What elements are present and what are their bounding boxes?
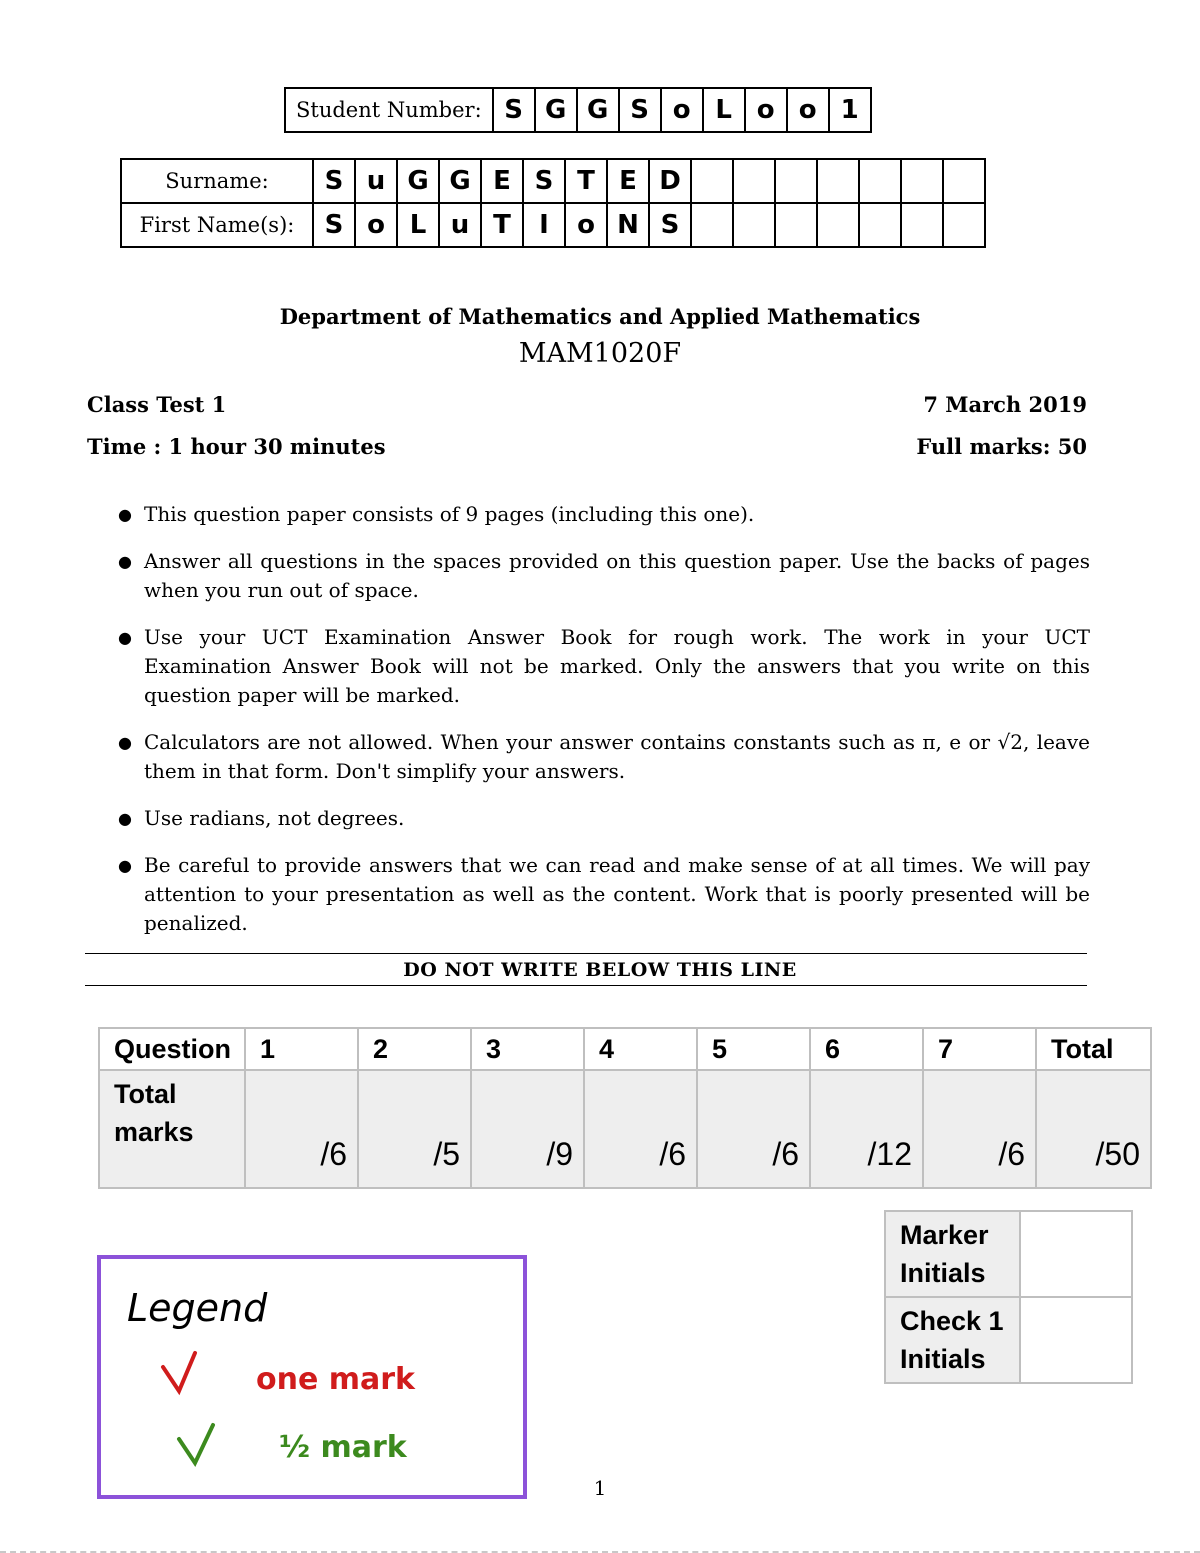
first-name-letter: o bbox=[565, 203, 607, 247]
green-tick-icon bbox=[179, 1425, 213, 1463]
question-header: Question bbox=[99, 1028, 245, 1070]
surname-letter: E bbox=[481, 159, 523, 203]
name-box bbox=[120, 158, 986, 248]
test-time: Time : 1 hour 30 minutes bbox=[87, 434, 386, 459]
divider-bottom bbox=[85, 985, 1087, 986]
question-number: 1 bbox=[245, 1028, 358, 1070]
student-number-digit: S bbox=[493, 88, 535, 132]
first-name-letter bbox=[733, 203, 775, 247]
instruction-item: ● Answer all questions in the spaces provided on this question paper. Use the backs of pages when you run out of space. bbox=[118, 549, 1090, 602]
surname-letter bbox=[859, 159, 901, 203]
marks-value: /6 bbox=[923, 1070, 1036, 1188]
legend-box bbox=[97, 1255, 527, 1499]
student-number-label: Student Number: bbox=[285, 88, 493, 132]
check-initials-cell bbox=[1020, 1297, 1132, 1383]
surname-label: Surname: bbox=[121, 159, 313, 203]
surname-letter bbox=[775, 159, 817, 203]
surname-letter bbox=[691, 159, 733, 203]
surname-letter: E bbox=[607, 159, 649, 203]
first-name-letter bbox=[901, 203, 943, 247]
student-number-digit: G bbox=[577, 88, 619, 132]
instruction-item: ● Be careful to provide answers that we can read and make sense of at all times. We will pay attention to your presentation as well as the content. Work that is poorly presented will be penalized. bbox=[118, 853, 1090, 935]
surname-letter: S bbox=[523, 159, 565, 203]
surname-letter bbox=[733, 159, 775, 203]
instruction-item: ● Use your UCT Examination Answer Book for rough work. The work in your UCT Examination Answer Book will not be marked. Only the answers that you write on this question paper will be marked. bbox=[118, 625, 1090, 707]
first-name-letter bbox=[943, 203, 985, 247]
total-marks-label: Total marks bbox=[99, 1070, 245, 1188]
student-number-digit: o bbox=[745, 88, 787, 132]
student-number-digit: G bbox=[535, 88, 577, 132]
question-number: 7 bbox=[923, 1028, 1036, 1070]
first-name-letter: o bbox=[355, 203, 397, 247]
question-number: 6 bbox=[810, 1028, 923, 1070]
first-name-letter: S bbox=[649, 203, 691, 247]
marks-value: /6 bbox=[584, 1070, 697, 1188]
marks-value: /9 bbox=[471, 1070, 584, 1188]
department-title: Department of Mathematics and Applied Mathematics bbox=[279, 304, 921, 329]
surname-letter bbox=[901, 159, 943, 203]
instruction-item: ● Calculators are not allowed. When your answer contains constants such as π, e or √2, leave them in that form. Don't simplify your answers. bbox=[118, 730, 1090, 783]
marks-table bbox=[98, 1027, 1152, 1189]
instructions-list bbox=[110, 500, 1090, 956]
marker-initials-label: Marker Initials bbox=[885, 1211, 1020, 1297]
legend-title: Legend bbox=[127, 1286, 268, 1330]
surname-letter bbox=[943, 159, 985, 203]
first-name-letter: L bbox=[397, 203, 439, 247]
student-number-digit: S bbox=[619, 88, 661, 132]
surname-letter: G bbox=[439, 159, 481, 203]
surname-letter bbox=[817, 159, 859, 203]
test-name: Class Test 1 bbox=[87, 392, 227, 417]
full-marks: Full marks: 50 bbox=[916, 434, 1087, 459]
legend-green-text: ½ mark bbox=[279, 1430, 407, 1465]
legend-drawing bbox=[101, 1259, 523, 1495]
marker-initials-cell bbox=[1020, 1211, 1132, 1297]
first-name-letter: S bbox=[313, 203, 355, 247]
marks-value: /12 bbox=[810, 1070, 923, 1188]
first-name-letter bbox=[859, 203, 901, 247]
do-not-write-notice: DO NOT WRITE BELOW THIS LINE bbox=[403, 959, 797, 981]
initials-table bbox=[884, 1210, 1133, 1384]
first-name-letter: u bbox=[439, 203, 481, 247]
first-name-letter bbox=[691, 203, 733, 247]
question-number: 2 bbox=[358, 1028, 471, 1070]
test-date: 7 March 2019 bbox=[923, 392, 1087, 417]
surname-letter: D bbox=[649, 159, 691, 203]
check-initials-label: Check 1 Initials bbox=[885, 1297, 1020, 1383]
student-number-digit: L bbox=[703, 88, 745, 132]
legend-red-text: one mark bbox=[256, 1362, 416, 1397]
question-number: 4 bbox=[584, 1028, 697, 1070]
marks-value: /50 bbox=[1036, 1070, 1151, 1188]
first-name-letter: I bbox=[523, 203, 565, 247]
first-name-letter: N bbox=[607, 203, 649, 247]
divider-top bbox=[85, 953, 1087, 954]
surname-letter: u bbox=[355, 159, 397, 203]
student-number-box bbox=[284, 87, 872, 133]
student-number-digit: 1 bbox=[829, 88, 871, 132]
page-number: 1 bbox=[593, 1476, 607, 1500]
question-number: 5 bbox=[697, 1028, 810, 1070]
total-header: Total bbox=[1036, 1028, 1151, 1070]
marks-value: /6 bbox=[697, 1070, 810, 1188]
student-number-digit: o bbox=[787, 88, 829, 132]
first-name-letter bbox=[817, 203, 859, 247]
first-name-letter: T bbox=[481, 203, 523, 247]
surname-letter: S bbox=[313, 159, 355, 203]
course-code: MAM1020F bbox=[518, 338, 682, 369]
student-number-digit: o bbox=[661, 88, 703, 132]
marks-value: /5 bbox=[358, 1070, 471, 1188]
instruction-item: ● This question paper consists of 9 pages (including this one). bbox=[118, 502, 755, 526]
surname-letter: G bbox=[397, 159, 439, 203]
instruction-item: ● Use radians, not degrees. bbox=[118, 806, 405, 830]
question-number: 3 bbox=[471, 1028, 584, 1070]
first-names-label: First Name(s): bbox=[121, 203, 313, 247]
marks-value: /6 bbox=[245, 1070, 358, 1188]
first-name-letter bbox=[775, 203, 817, 247]
surname-letter: T bbox=[565, 159, 607, 203]
red-tick-icon bbox=[163, 1353, 195, 1391]
